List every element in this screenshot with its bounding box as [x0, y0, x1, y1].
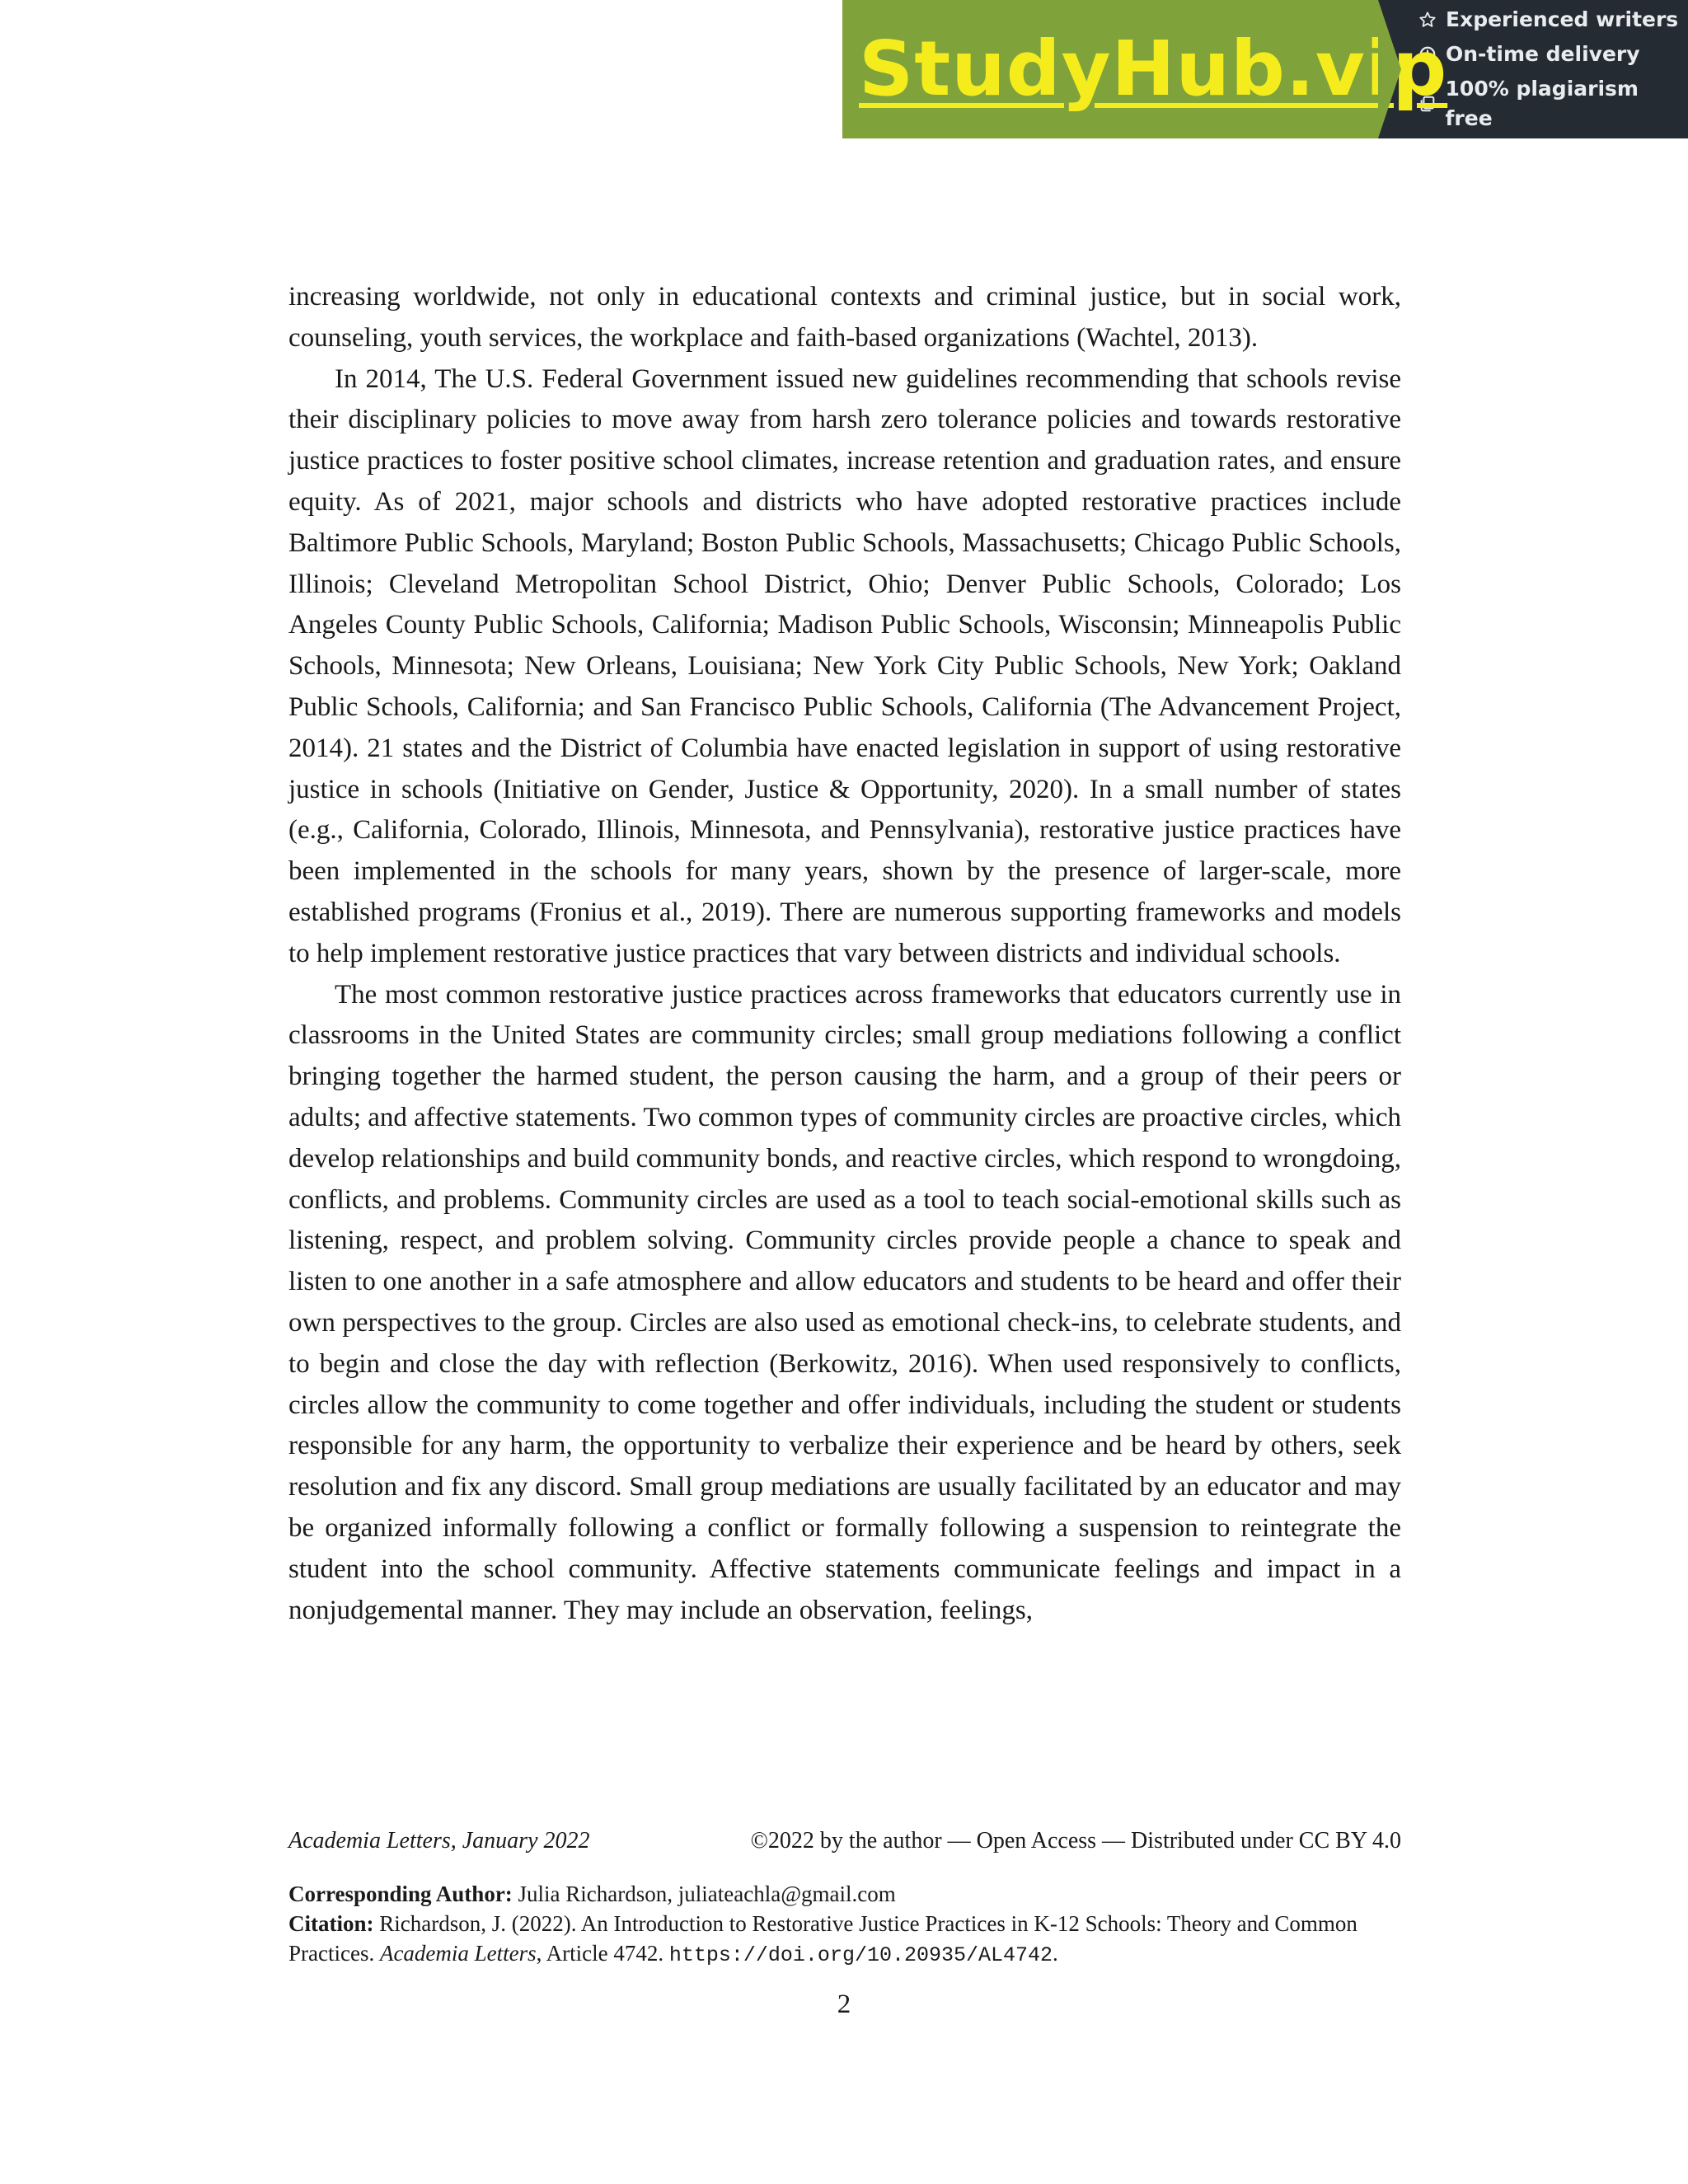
- paragraph-common-practices: The most common restorative justice practices across frameworks that educators currently use in classrooms in the United States are community circles; small group mediations following a conflict bringing together the harmed student, the person causing the harm, and a group of their peers or adults; and affective statements. Two common types of community circles are proactive circles, which develop relationships and build community bonds, and reactive circles, which respond to wrongdoing, conflicts, and problems. Community circles are used as a tool to teach social-emotional skills such as listening, respect, and problem solving. Community circles provide people a chance to speak and listen to one another in a safe atmosphere and allow educators and students to be heard and offer their own perspectives to the group. Circles are also used as emotional check-ins, to celebrate students, and to begin and close the day with reflection (Berkowitz, 2016). When used responsively to conflicts, circles allow the community to come together and offer individuals, including the student or students responsible for any harm, the opportunity to verbalize their experience and be heard by others, seek resolution and fix any discord. Small group mediations are usually facilitated by an educator and may be organized informally following a conflict or formally following a suspension to reintegrate the student into the school community. Affective statements communicate feelings and impact in a nonjudgemental manner. They may include an observation, feelings,: [288, 979, 1401, 1625]
- citation-label: Citation:: [288, 1911, 374, 1936]
- journal-name: Academia Letters, January 2022: [288, 1828, 590, 1854]
- paragraph-continuation: increasing worldwide, not only in educational contexts and criminal justice, but in social work, counseling, youth services, the workplace and faith-based organizations (Wachtel, 2013).: [288, 282, 1401, 353]
- citation-end: .: [1052, 1941, 1058, 1966]
- paragraph-federal-guidelines: In 2014, The U.S. Federal Government issued new guidelines recommending that schools revise their disciplinary policies to move away from harsh zero tolerance policies and towards restorative justice practices to foster positive school climates, increase retention and graduation rates, and ensure equity. As of 2021, major schools and districts who have adopted restorative practices include Baltimore Public Schools, Maryland; Boston Public Schools, Massachusetts; Chicago Public Schools, Illinois; Cleveland Metropolitan School District, Ohio; Denver Public Schools, Colorado; Los Angeles County Public Schools, California; Madison Public Schools, Wisconsin; Minneapolis Public Schools, Minnesota; New Orleans, Louisiana; New York City Public Schools, New York; Oakland Public Schools, California; and San Francisco Public Schools, California (The Advancement Project, 2014). 21 states and the District of Columbia have enacted legislation in support of using restorative justice in schools (Initiative on Gender, Justice & Opportunity, 2020). In a small number of states (e.g., California, Colorado, Illinois, Minnesota, and Pennsylvania), restorative justice practices have been implemented in the schools for many years, shown by the presence of larger-scale, more established programs (Fronius et al., 2019). There are numerous supporting frameworks and models to help implement restorative justice practices that vary between districts and individual schools.: [288, 363, 1401, 968]
- feature-label: Experienced writers: [1446, 7, 1679, 31]
- citation-doi-link[interactable]: https://doi.org/10.20935/AL4742: [668, 1943, 1053, 1967]
- document-body: [288, 277, 1401, 1631]
- feature-label: On-time delivery: [1446, 42, 1640, 66]
- feature-label: 100% plagiarism free: [1445, 77, 1639, 130]
- footer-journal-line: [288, 1825, 1401, 1858]
- corresponding-label: Corresponding Author:: [288, 1882, 513, 1906]
- corresponding-author: [288, 1879, 1401, 1909]
- citation: [288, 1909, 1401, 1971]
- citation-journal: Academia Letters: [379, 1941, 537, 1966]
- feature-experienced-writers: [1418, 5, 1688, 35]
- brand-logo[interactable]: StudyHub.vip: [859, 25, 1448, 113]
- citation-article: , Article 4742.: [536, 1941, 664, 1966]
- license-text: ©2022 by the author — Open Access — Distributed under CC BY 4.0: [750, 1828, 1401, 1854]
- feature-on-time-delivery: [1418, 40, 1688, 69]
- article-metadata: [288, 1879, 1401, 1971]
- banner-brand-panel: [842, 0, 1448, 138]
- ad-banner[interactable]: [842, 0, 1688, 138]
- citation-text: Richardson, J. (2022). An Introduction to Restorative Justice Practices in K-12 Schools: Theory and Common Practices.: [288, 1911, 1357, 1966]
- corresponding-value[interactable]: Julia Richardson, juliateachla@gmail.com: [518, 1882, 896, 1906]
- feature-plagiarism-free: [1418, 74, 1688, 134]
- page-number: 2: [837, 1990, 851, 2019]
